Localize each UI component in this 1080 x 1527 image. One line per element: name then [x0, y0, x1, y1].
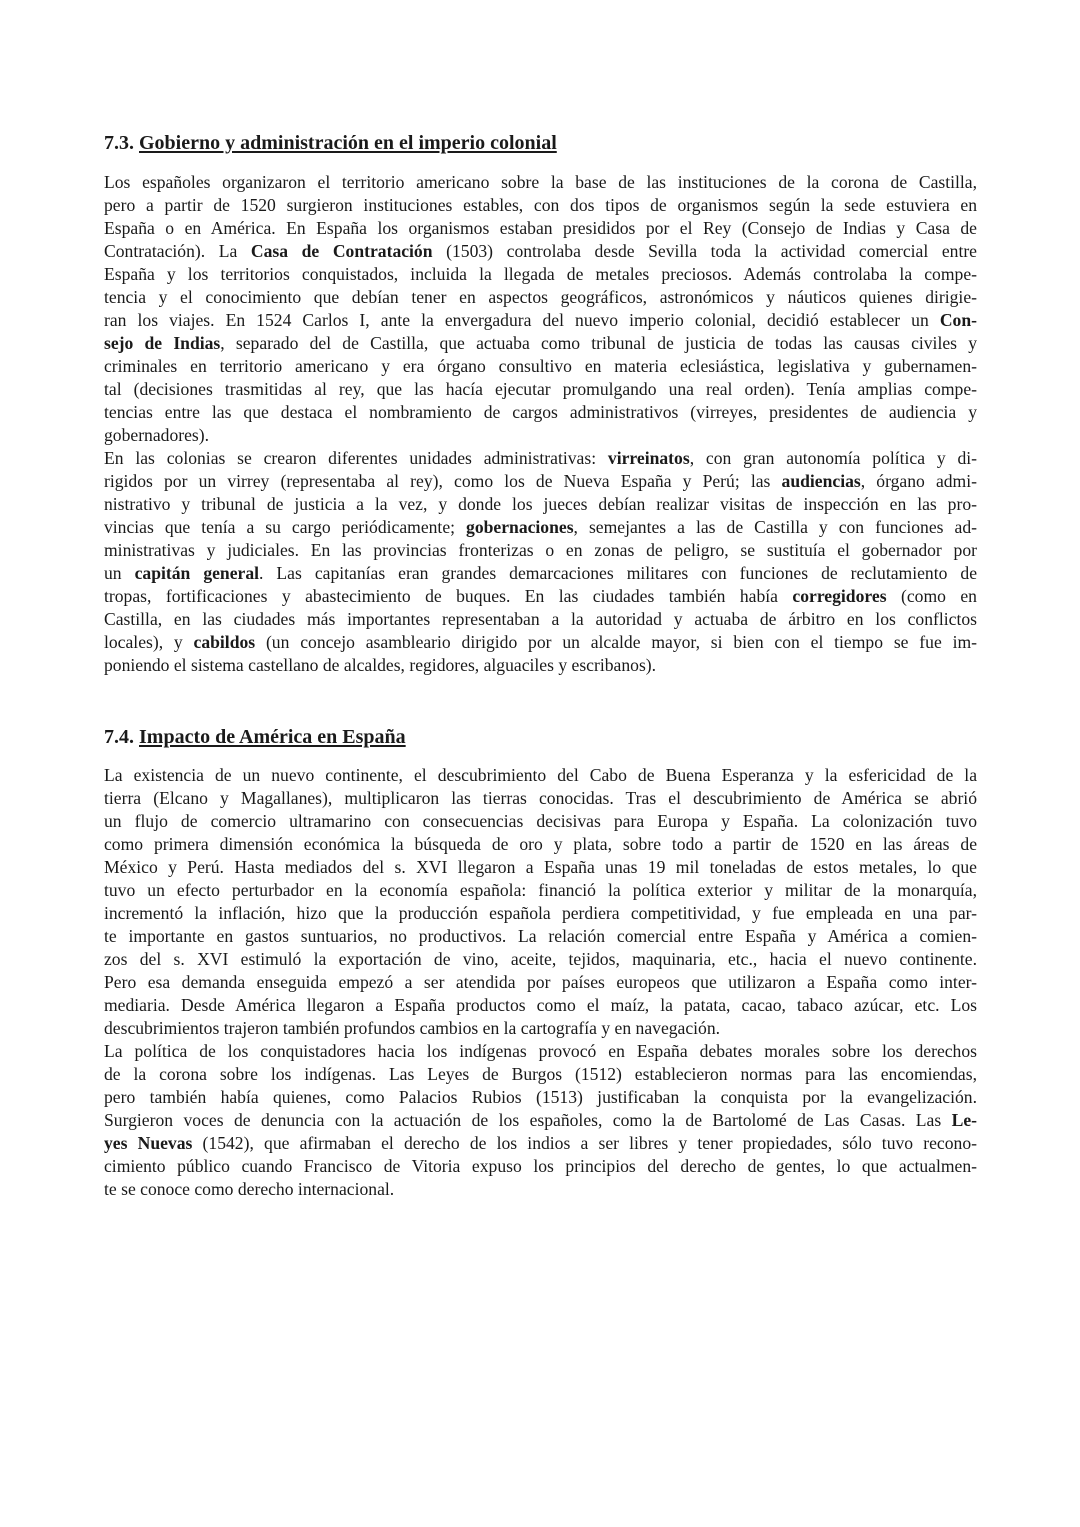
key-term: gobernaciones [466, 517, 574, 537]
text-line: Pero esa demanda enseguida empezó a ser atendida por países europeos que utilizaron a España como inter- [104, 972, 977, 992]
key-term: capitán general [134, 563, 260, 583]
key-term: corregidores [792, 586, 887, 606]
text-line: ran los viajes. En 1524 Carlos I, ante la envergadura del nuevo imperio colonial, decidió establecer un Con- [104, 310, 977, 330]
key-term: virreinatos [607, 448, 690, 468]
section-heading-7-3 [104, 131, 557, 155]
text-line: tuvo un efecto perturbador en la economía española: financió la política exterior y militar de la monarquía, [104, 880, 977, 900]
section-body-7-4 [104, 764, 977, 1201]
key-term: Casa de Contratación [250, 241, 433, 261]
text-line: yes Nuevas (1542), que afirmaban el derecho de los indios a ser libres y tener propiedades, sólo tuvo recono- [104, 1133, 977, 1153]
text-line: Castilla, en las ciudades más importantes representaban a la autoridad y actuaba de árbitro en los conflictos [104, 609, 977, 629]
text-line: Surgieron voces de denuncia con la actuación de los españoles, como la de Bartolomé de Las Casas. Las Le- [104, 1110, 977, 1130]
key-term: Con- [939, 310, 977, 330]
text-line: cimiento público cuando Francisco de Vitoria expuso los principios del derecho de gentes, lo que actualmen- [104, 1156, 977, 1176]
text-line: tencia y el conocimiento que debían tener en aspectos geográficos, astronómicos y náuticos quienes dirigie- [104, 287, 977, 307]
text-line: descubrimientos trajeron también profundos cambios en la cartografía y en navegación. [104, 1018, 721, 1038]
text-line: tropas, fortificaciones y abastecimiento de buques. En las ciudades también había corregidores (como en [104, 586, 977, 606]
text-line: pero también había quienes, como Palacios Rubios (1513) justificaban la conquista por la evangelización. [104, 1087, 977, 1107]
text-line: México y Perú. Hasta mediados del s. XVI llegaron a España unas 19 mil toneladas de estos metales, lo que [104, 857, 977, 877]
text-line: poniendo el sistema castellano de alcaldes, regidores, alguaciles y escribanos). [104, 655, 657, 675]
text-line: sejo de Indias, separado del de Castilla, que actuaba como tribunal de justicia de todas las causas civiles y [104, 333, 977, 353]
text-line: criminales en territorio americano y era órgano consultivo en materia eclesiástica, legislativa y gubernamen- [104, 356, 977, 376]
text-line: vincias que tenía a su cargo periódicamente; gobernaciones, semejantes a las de Castilla y con funciones ad- [104, 517, 977, 537]
section-title: Gobierno y administración en el imperio colonial [139, 132, 557, 154]
text-line: te se conoce como derecho internacional. [104, 1179, 395, 1199]
section-number: 7.4. [104, 726, 134, 748]
text-line: de la corona sobre los indígenas. Las Leyes de Burgos (1512) establecieron normas para las encomiendas, [104, 1064, 977, 1084]
text-line: rigidos por un virrey (representaba al rey), como los de Nueva España y Perú; las audiencias, órgano admi- [104, 471, 977, 491]
key-term: sejo de Indias [104, 333, 221, 353]
text-line: zos del s. XVI estimuló la exportación de vino, aceite, tejidos, maquinaria, etc., hacia el nuevo continente. [104, 949, 977, 969]
text-line: mediaria. Desde América llegaron a España productos como el maíz, la patata, cacao, tabaco azúcar, etc. Los [104, 995, 977, 1015]
text-line: Los españoles organizaron el territorio americano sobre la base de las instituciones de la corona de Castilla, [104, 172, 977, 192]
text-line: La existencia de un nuevo continente, el descubrimiento del Cabo de Buena Esperanza y la esfericidad de la [104, 765, 977, 785]
text-line: un capitán general. Las capitanías eran grandes demarcaciones militares con funciones de reclutamiento de [104, 563, 978, 583]
text-line: tencias entre las que destaca el nombramiento de cargos administrativos (virreyes, presidentes de audiencia y [104, 402, 977, 422]
text-line: ministrativas y judiciales. En las provincias fronterizas o en zonas de peligro, se sustituía el gobernador por [104, 540, 977, 560]
text-line: La política de los conquistadores hacia los indígenas provocó en España debates morales sobre los derechos [104, 1041, 977, 1061]
text-line: incrementó la inflación, hizo que la producción española perdiera competitividad, y fue empleada en una par- [104, 903, 977, 923]
text-line: Contratación). La Casa de Contratación (1503) controlaba desde Sevilla toda la actividad comercial entre [104, 241, 977, 261]
text-line: gobernadores). [104, 425, 210, 445]
text-line: un flujo de comercio ultramarino con consecuencias decisivas para Europa y España. La colonización tuvo [104, 811, 977, 831]
text-line: España o en América. En España los organismos estaban presididos por el Rey (Consejo de Indias y Casa de [104, 218, 977, 238]
key-term: audiencias [781, 471, 861, 491]
text-line: En las colonias se crearon diferentes unidades administrativas: virreinatos, con gran autonomía política y di- [104, 448, 977, 468]
text-line: te importante en gastos suntuarios, no productivos. La relación comercial entre España y América a comien- [104, 926, 977, 946]
text-line: como primera dimensión económica la búsqueda de oro y plata, sobre todo a partir de 1520 en las áreas de [104, 834, 977, 854]
text-line: nistrativo y tribunal de justicia a la vez, y donde los jueces debían realizar visitas de inspección en las pro- [104, 494, 977, 514]
text-line: España y los territorios conquistados, incluida la llegada de metales preciosos. Además controlaba la compe- [104, 264, 977, 284]
text-line: tal (decisiones trasmitidas al rey, que las hacía ejecutar promulgando una real orden). Tenía amplias compe- [104, 379, 977, 399]
section-body-7-3 [104, 171, 977, 677]
section-title: Impacto de América en España [139, 726, 406, 748]
section-heading-7-4 [104, 725, 406, 749]
section-number: 7.3. [104, 132, 134, 154]
key-term: cabildos [193, 632, 256, 652]
text-line: tierra (Elcano y Magallanes), multiplicaron las tierras conocidas. Tras el descubrimiento de América se abrió [104, 788, 977, 808]
key-term: yes Nuevas [104, 1133, 193, 1153]
text-line: locales), y cabildos (un concejo asambleario dirigido por un alcalde mayor, si bien con el tiempo se fue im- [104, 632, 978, 652]
text-line: pero a partir de 1520 surgieron instituciones estables, con dos tipos de organismos según la sede estuviera en [104, 195, 977, 215]
key-term: Le- [951, 1110, 977, 1130]
